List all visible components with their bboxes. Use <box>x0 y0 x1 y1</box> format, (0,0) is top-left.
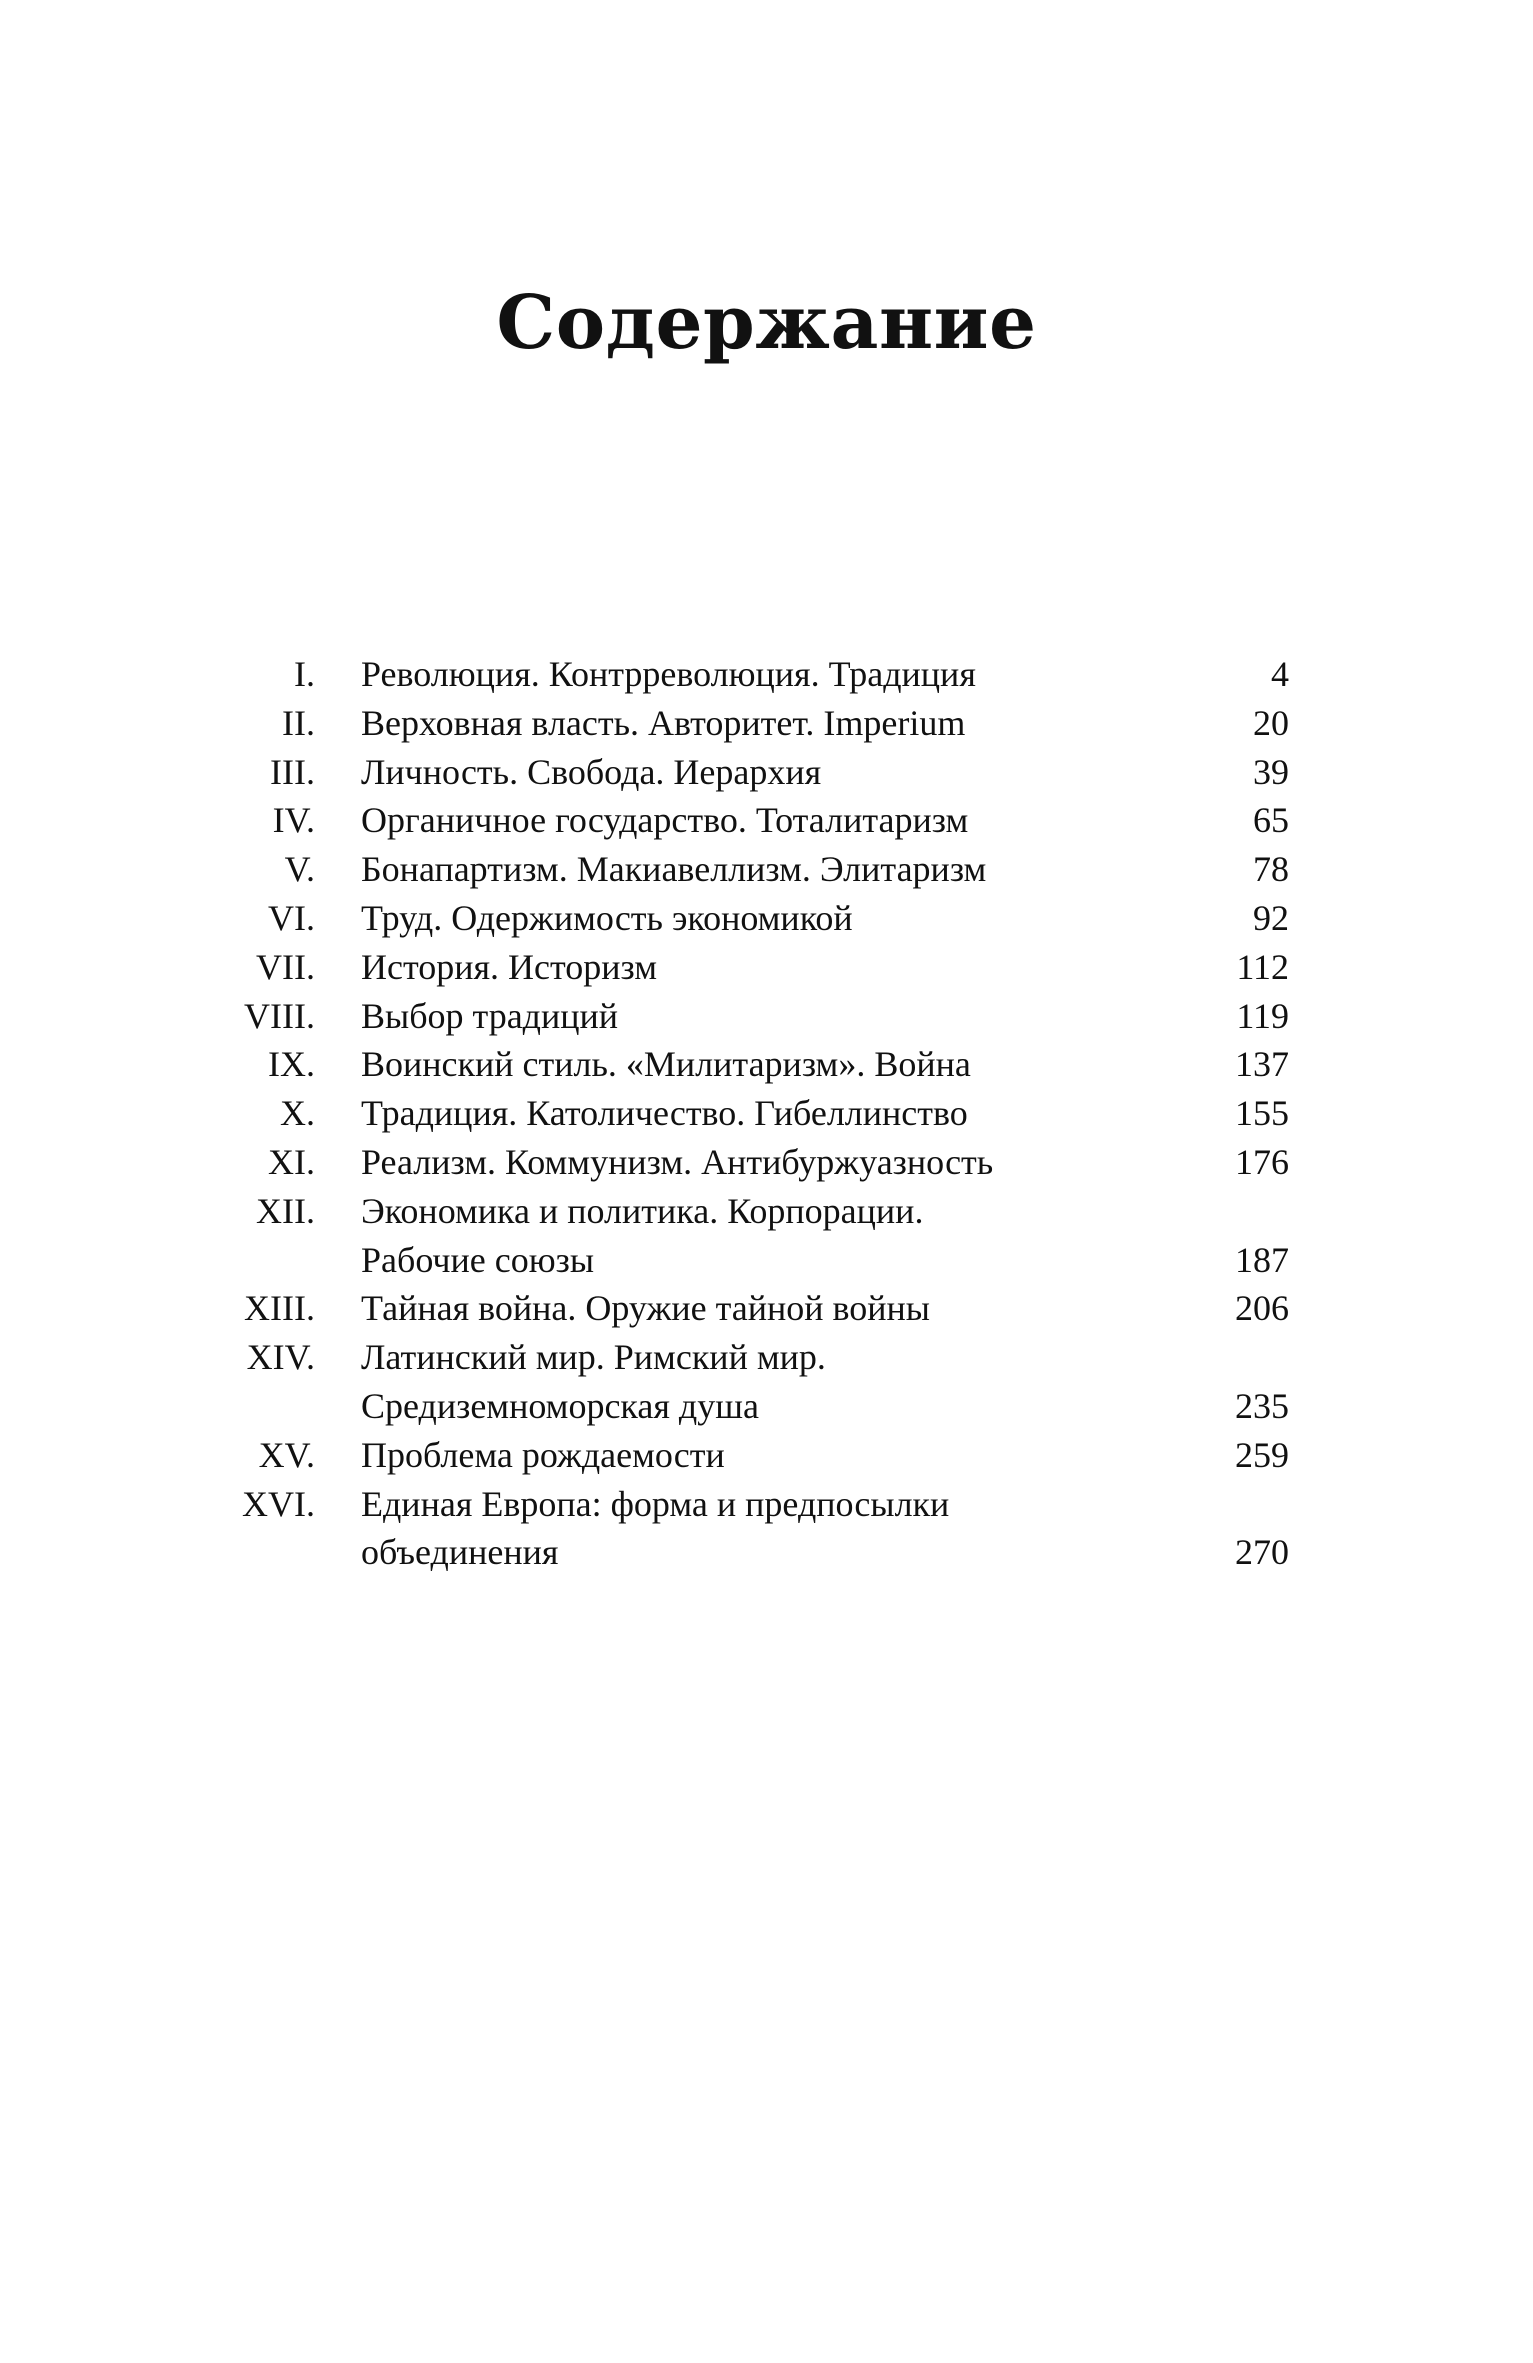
toc-entry-line <box>0 1382 1533 1431</box>
toc-entry-line <box>0 699 1533 748</box>
toc-entry-line <box>0 1089 1533 1138</box>
toc-entry-line <box>0 1187 1533 1236</box>
chapter-number: III. <box>270 751 315 792</box>
toc-entry-line <box>0 796 1533 845</box>
toc-entry-line <box>0 1333 1533 1382</box>
chapter-title: Личность. Свобода. Иерархия <box>361 751 822 792</box>
page-number: 20 <box>1253 702 1289 743</box>
toc-entry <box>0 1284 1533 1333</box>
toc-entry-line <box>0 845 1533 894</box>
chapter-title: Проблема рождаемости <box>361 1434 725 1475</box>
chapter-number: XIV. <box>246 1337 315 1378</box>
toc-entry <box>0 748 1533 797</box>
chapter-number: V. <box>284 849 315 890</box>
page-title: Содержание <box>496 280 1037 366</box>
chapter-number: XII. <box>256 1190 315 1231</box>
chapter-title: История. Историзм <box>361 946 658 987</box>
page-number: 39 <box>1253 751 1289 792</box>
chapter-number: IX. <box>268 1044 315 1085</box>
chapter-number: X. <box>280 1093 315 1134</box>
chapter-title: Труд. Одержимость экономикой <box>361 897 853 938</box>
chapter-number: VII. <box>256 946 315 987</box>
toc-entry <box>0 1040 1533 1089</box>
toc-entry-line <box>0 1431 1533 1480</box>
table-of-contents <box>0 650 1533 1577</box>
chapter-title: Экономика и политика. Корпорации. <box>361 1190 924 1231</box>
toc-entry-line <box>0 1480 1533 1529</box>
toc-entry-line <box>0 650 1533 699</box>
chapter-number: II. <box>282 702 315 743</box>
page-number: 206 <box>1235 1288 1289 1329</box>
chapter-title: Латинский мир. Римский мир. <box>361 1337 826 1378</box>
toc-entry-line <box>0 943 1533 992</box>
toc-entry-line <box>0 748 1533 797</box>
chapter-number: I. <box>294 654 315 694</box>
chapter-title: Революция. Контрреволюция. Традиция <box>361 654 976 694</box>
chapter-number: XV. <box>258 1434 315 1475</box>
page-number: 137 <box>1235 1044 1289 1085</box>
chapter-number: IV. <box>272 800 315 841</box>
chapter-title: Реализм. Коммунизм. Антибуржуазность <box>361 1141 994 1182</box>
toc-entry-line <box>0 1284 1533 1333</box>
toc-entry <box>0 1187 1533 1285</box>
toc-entry-line <box>0 1528 1533 1577</box>
toc-entry <box>0 699 1533 748</box>
chapter-title: Тайная война. Оружие тайной войны <box>361 1288 930 1329</box>
chapter-title: Единая Европа: форма и предпосылки <box>361 1483 950 1524</box>
chapter-number: XI. <box>268 1141 315 1182</box>
page-number: 187 <box>1235 1239 1289 1280</box>
toc-entry <box>0 845 1533 894</box>
page-number: 4 <box>1271 654 1289 694</box>
chapter-title: объединения <box>361 1532 559 1573</box>
toc-entry <box>0 1089 1533 1138</box>
chapter-number: VI. <box>268 897 315 938</box>
page-number: 155 <box>1235 1093 1289 1134</box>
chapter-title: Выбор традиций <box>361 995 619 1036</box>
page-number: 65 <box>1253 800 1289 841</box>
page-number: 92 <box>1253 897 1289 938</box>
chapter-number: VIII. <box>244 995 315 1036</box>
toc-entry <box>0 650 1533 699</box>
toc-entry <box>0 1138 1533 1187</box>
chapter-number: XVI. <box>242 1483 315 1524</box>
toc-entry <box>0 894 1533 943</box>
page-number: 119 <box>1236 995 1289 1036</box>
chapter-title: Традиция. Католичество. Гибеллинство <box>361 1093 968 1134</box>
toc-entry <box>0 1480 1533 1578</box>
page-number: 176 <box>1235 1141 1289 1182</box>
toc-entry-line <box>0 992 1533 1041</box>
toc-entry-line <box>0 894 1533 943</box>
toc-entry-line <box>0 1236 1533 1285</box>
chapter-title: Средиземноморская душа <box>361 1385 759 1426</box>
chapter-title: Рабочие союзы <box>361 1239 595 1280</box>
chapter-title: Органичное государство. Тоталитаризм <box>361 800 969 841</box>
page-number: 259 <box>1235 1434 1289 1475</box>
chapter-title: Верховная власть. Авторитет. Imperium <box>361 702 966 743</box>
toc-entry-line <box>0 1138 1533 1187</box>
toc-entry <box>0 992 1533 1041</box>
page-number: 235 <box>1235 1385 1289 1426</box>
chapter-title: Воинский стиль. «Милитаризм». Война <box>361 1044 971 1085</box>
page-number: 78 <box>1253 849 1289 890</box>
toc-entry <box>0 1431 1533 1480</box>
toc-entry <box>0 796 1533 845</box>
toc-entry <box>0 1333 1533 1431</box>
toc-entry-line <box>0 1040 1533 1089</box>
chapter-title: Бонапартизм. Макиавеллизм. Элитаризм <box>361 849 987 890</box>
chapter-number: XIII. <box>244 1288 315 1329</box>
page-number: 270 <box>1235 1532 1289 1573</box>
toc-entry <box>0 943 1533 992</box>
page-number: 112 <box>1236 946 1289 987</box>
